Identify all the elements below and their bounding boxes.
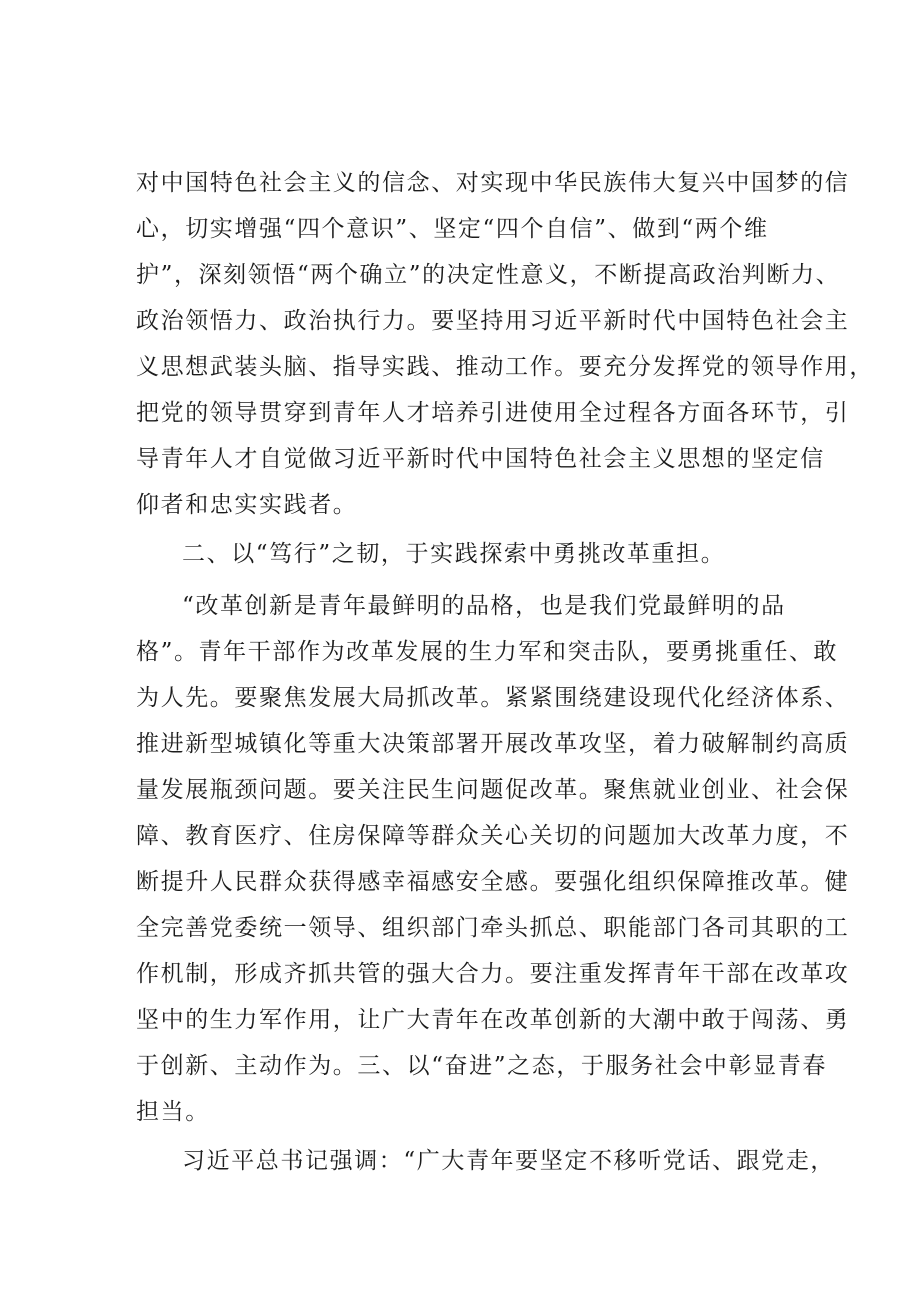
paragraph-1-line-3: 护”，深刻领悟“两个确立”的决定性意义，不断提高政治判断力、 bbox=[136, 262, 841, 288]
paragraph-2-line-6: 障、教育医疗、住房保障等群众关心关切的问题加大改革力度，不 bbox=[136, 823, 850, 849]
paragraph-2-line-4: 推进新型城镇化等重大决策部署开展改革攻坚，着力破解制约高质 bbox=[136, 731, 850, 757]
paragraph-2-line-5: 量发展瓶颈问题。要关注民生问题促改革。聚焦就业创业、社会保 bbox=[136, 777, 850, 803]
paragraph-1-line-2: 心，切实增强“四个意识”、坚定“四个自信”、做到“两个维 bbox=[136, 216, 769, 242]
paragraph-1-line-4: 政治领悟力、政治执行力。要坚持用习近平新时代中国特色社会主 bbox=[136, 308, 850, 334]
paragraph-2-line-2: 格”。青年干部作为改革发展的生力军和突击队，要勇挑重任、敢 bbox=[136, 639, 839, 665]
paragraph-2-line-10: 坚中的生力军作用，让广大青年在改革创新的大潮中敢于闯荡、勇 bbox=[136, 1007, 850, 1033]
paragraph-2-line-7: 断提升人民群众获得感幸福感安全感。要强化组织保障推改革。健 bbox=[136, 869, 850, 895]
paragraph-2-line-11: 于创新、主动作为。三、以“奋进”之态，于服务社会中彰显青春 bbox=[136, 1053, 827, 1079]
paragraph-1-line-8: 仰者和忠实实践者。 bbox=[136, 492, 358, 518]
paragraph-1-line-1: 对中国特色社会主义的信念、对实现中华民族伟大复兴中国梦的信 bbox=[136, 170, 850, 196]
paragraph-1-line-6: 把党的领导贯穿到青年人才培养引进使用全过程各方面各环节，引 bbox=[136, 400, 850, 426]
paragraph-3-line-1: 习近平总书记强调：“广大青年要坚定不移听党话、跟党走， bbox=[182, 1148, 835, 1174]
paragraph-2-line-8: 全完善党委统一领导、组织部门牵头抓总、职能部门各司其职的工 bbox=[136, 915, 850, 941]
paragraph-2-line-12: 担当。 bbox=[136, 1099, 210, 1125]
section-heading-2: 二、以“笃行”之韧，于实践探索中勇挑改革重担。 bbox=[182, 541, 726, 567]
paragraph-2-line-3: 为人先。要聚焦发展大局抓改革。紧紧围绕建设现代化经济体系、 bbox=[136, 685, 850, 711]
paragraph-2-line-1: “改革创新是青年最鲜明的品格，也是我们党最鲜明的品 bbox=[182, 593, 786, 619]
paragraph-1-line-5: 义思想武装头脑、指导实践、推动工作。要充分发挥党的领导作用， bbox=[136, 354, 874, 380]
paragraph-2-line-9: 作机制，形成齐抓共管的强大合力。要注重发挥青年干部在改革攻 bbox=[136, 961, 850, 987]
paragraph-1-line-7: 导青年人才自觉做习近平新时代中国特色社会主义思想的坚定信 bbox=[136, 446, 825, 472]
